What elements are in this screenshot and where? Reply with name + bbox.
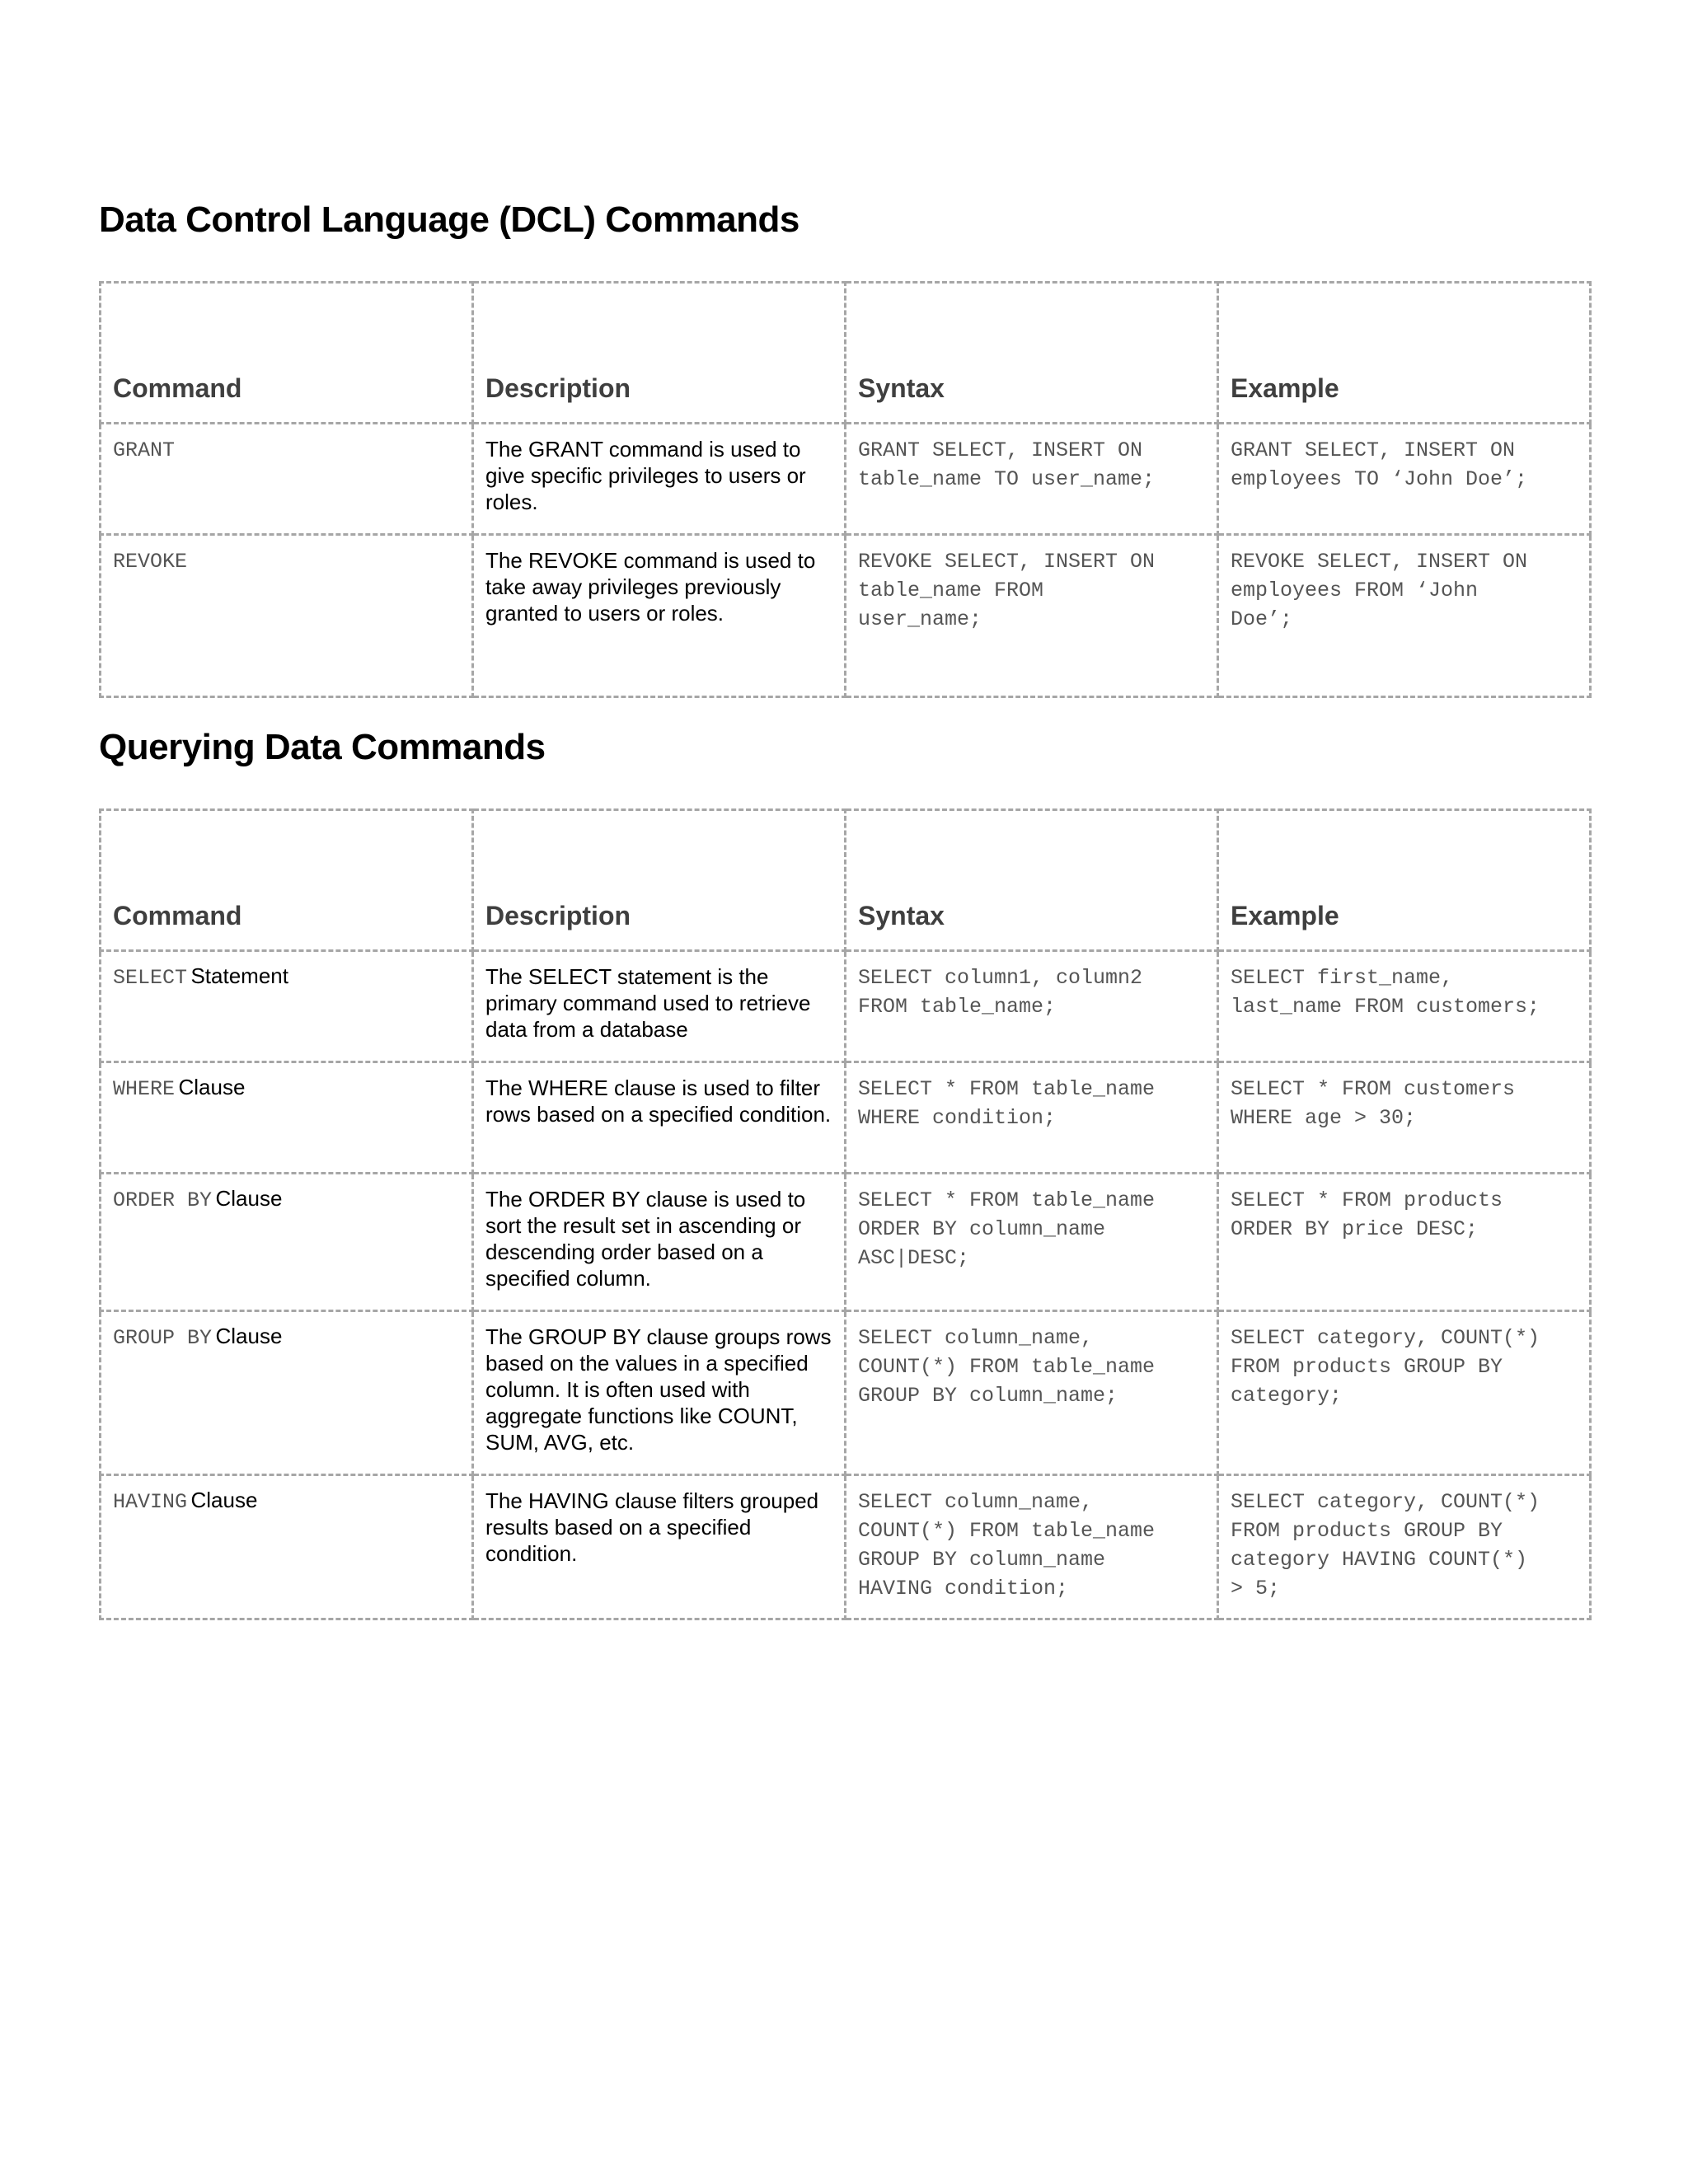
command-cell — [101, 1062, 473, 1174]
table-row — [101, 1174, 1591, 1311]
description-cell: The HAVING clause filters grouped results based on a specified condition. — [473, 1475, 846, 1619]
syntax-cell: SELECT column1, column2 FROM table_name; — [846, 951, 1218, 1062]
description-cell: The GRANT command is used to give specific privileges to users or roles. — [473, 424, 846, 535]
table-row — [101, 951, 1591, 1062]
command-suffix: Clause — [178, 1075, 246, 1099]
column-header: Description — [473, 283, 846, 424]
command-cell — [101, 424, 473, 535]
description-cell: The GROUP BY clause groups rows based on the values in a specified column. It is often used with aggregate functions like COUNT, SUM, AVG, etc. — [473, 1311, 846, 1475]
example-cell: SELECT category, COUNT(*) FROM products GROUP BY category; — [1218, 1311, 1591, 1475]
syntax-cell: SELECT * FROM table_name ORDER BY column_name ASC|DESC; — [846, 1174, 1218, 1311]
column-header: Syntax — [846, 283, 1218, 424]
command-keyword: GRANT — [113, 438, 176, 462]
table-header-row — [101, 810, 1591, 951]
command-keyword: REVOKE — [113, 550, 188, 574]
table-row — [101, 424, 1591, 535]
command-keyword: SELECT — [113, 966, 188, 990]
dcl-section — [99, 199, 1589, 698]
description-cell: The ORDER BY clause is used to sort the result set in ascending or descending order based on a specified column. — [473, 1174, 846, 1311]
command-cell — [101, 1475, 473, 1619]
syntax-cell: REVOKE SELECT, INSERT ON table_name FROM user_name; — [846, 535, 1218, 697]
example-cell: SELECT * FROM customers WHERE age > 30; — [1218, 1062, 1591, 1174]
command-cell — [101, 1174, 473, 1311]
syntax-cell: SELECT column_name, COUNT(*) FROM table_name GROUP BY column_name HAVING condition; — [846, 1475, 1218, 1619]
description-cell: The WHERE clause is used to filter rows based on a specified condition. — [473, 1062, 846, 1174]
table-row — [101, 535, 1591, 697]
table-row — [101, 1475, 1591, 1619]
column-header: Command — [101, 810, 473, 951]
example-cell: SELECT * FROM products ORDER BY price DESC; — [1218, 1174, 1591, 1311]
column-header: Syntax — [846, 810, 1218, 951]
description-cell: The SELECT statement is the primary command used to retrieve data from a database — [473, 951, 846, 1062]
dcl-table — [99, 281, 1592, 698]
section-title: Data Control Language (DCL) Commands — [99, 199, 799, 240]
command-keyword: HAVING — [113, 1490, 188, 1514]
example-cell: REVOKE SELECT, INSERT ON employees FROM ‘John Doe’; — [1218, 535, 1591, 697]
table-header-row — [101, 283, 1591, 424]
command-suffix: Statement — [190, 963, 288, 988]
querying-table — [99, 808, 1592, 1620]
example-cell: GRANT SELECT, INSERT ON employees TO ‘John Doe’; — [1218, 424, 1591, 535]
column-header: Example — [1218, 810, 1591, 951]
syntax-cell: GRANT SELECT, INSERT ON table_name TO user_name; — [846, 424, 1218, 535]
table-row — [101, 1311, 1591, 1475]
querying-section — [99, 729, 1589, 1620]
description-cell: The REVOKE command is used to take away privileges previously granted to users or roles. — [473, 535, 846, 697]
section-title: Querying Data Commands — [99, 727, 546, 767]
column-header: Description — [473, 810, 846, 951]
command-keyword: WHERE — [113, 1077, 176, 1101]
example-cell: SELECT first_name, last_name FROM customers; — [1218, 951, 1591, 1062]
column-header: Command — [101, 283, 473, 424]
command-keyword: GROUP BY — [113, 1326, 213, 1350]
syntax-cell: SELECT column_name, COUNT(*) FROM table_name GROUP BY column_name; — [846, 1311, 1218, 1475]
command-cell — [101, 951, 473, 1062]
command-cell — [101, 1311, 473, 1475]
column-header: Example — [1218, 283, 1591, 424]
command-suffix: Clause — [215, 1186, 283, 1211]
command-keyword: ORDER BY — [113, 1188, 213, 1212]
command-suffix: Clause — [190, 1488, 258, 1512]
example-cell: SELECT category, COUNT(*) FROM products GROUP BY category HAVING COUNT(*) > 5; — [1218, 1475, 1591, 1619]
syntax-cell: SELECT * FROM table_name WHERE condition; — [846, 1062, 1218, 1174]
command-cell — [101, 535, 473, 697]
command-suffix: Clause — [215, 1324, 283, 1348]
table-row — [101, 1062, 1591, 1174]
